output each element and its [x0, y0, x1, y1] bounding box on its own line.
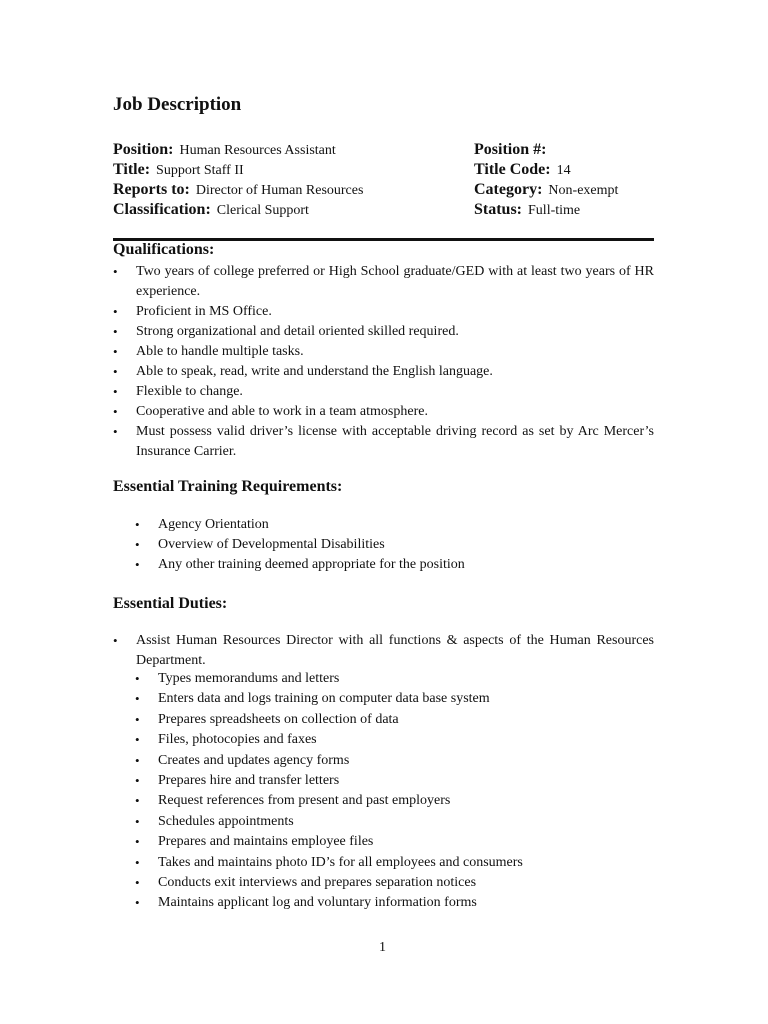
status-value: Full-time [528, 203, 581, 218]
bullet-icon: • [135, 895, 140, 911]
list-item: • Prepares spreadsheets on collection of data [135, 710, 654, 730]
list-item: • Prepares and maintains employee files [135, 832, 654, 852]
list-item: • Flexible to change. [113, 382, 654, 402]
classification-label: Classification: [113, 201, 211, 218]
list-item: • Two years of college preferred or High School graduate/GED with at least two years of HR experience. [113, 264, 654, 299]
list-item: • Creates and updates agency forms [135, 751, 654, 771]
bullet-icon: • [135, 517, 140, 532]
list-item: • Able to speak, read, write and understand the English language. [113, 362, 654, 382]
classification-field [113, 200, 309, 221]
list-item: • Must possess valid driver’s license with acceptable driving record as set by Arc Mercer’s Insurance Carrier. [113, 424, 654, 459]
reports-to-label: Reports to: [113, 181, 190, 198]
status-field [474, 200, 580, 221]
list-item: • Proficient in MS Office. [113, 302, 654, 322]
bullet-icon: • [135, 557, 140, 572]
bullet-icon: • [135, 537, 140, 552]
category-field [474, 180, 618, 201]
list-item: • Request references from present and past employers [135, 791, 654, 811]
bullet-icon: • [113, 344, 118, 359]
position-number-label: Position #: [474, 141, 547, 158]
position-value: Human Resources Assistant [179, 143, 336, 158]
list-item: • Enters data and logs training on computer data base system [135, 689, 654, 709]
title-code-label: Title Code: [474, 161, 551, 178]
list-item: • Prepares hire and transfer letters [135, 771, 654, 791]
status-label: Status: [474, 201, 523, 218]
bullet-icon: • [135, 691, 140, 707]
bullet-icon: • [135, 813, 140, 829]
bullet-icon: • [135, 772, 140, 788]
position-label: Position: [113, 141, 174, 158]
bullet-icon: • [113, 404, 118, 419]
bullet-icon: • [113, 633, 118, 648]
qualifications-list [113, 262, 654, 462]
reports-to-field [113, 180, 363, 201]
bullet-icon: • [113, 364, 118, 379]
list-item: • Conducts exit interviews and prepares separation notices [135, 873, 654, 893]
title-label: Title: [113, 161, 151, 178]
training-heading: Essential Training Requirements: [113, 478, 343, 495]
bullet-icon: • [135, 854, 140, 870]
reports-to-value: Director of Human Resources [195, 183, 364, 198]
list-item: • Cooperative and able to work in a team atmosphere. [113, 402, 654, 422]
list-item: • Overview of Developmental Disabilities [135, 535, 654, 555]
bullet-icon: • [135, 671, 140, 686]
list-item: • Schedules appointments [135, 812, 654, 832]
training-list [135, 515, 654, 575]
duties-list [113, 631, 654, 671]
list-item: • Able to handle multiple tasks. [113, 342, 654, 362]
list-item: • Files, photocopies and faxes [135, 730, 654, 750]
position-field [113, 140, 336, 161]
list-item: • Any other training deemed appropriate for the position [135, 555, 654, 575]
category-value: Non-exempt [548, 183, 619, 198]
document-title: Job Description [113, 94, 242, 115]
bullet-icon: • [113, 264, 118, 279]
qualifications-heading: Qualifications: [113, 241, 215, 258]
list-item: • Maintains applicant log and voluntary information forms [135, 893, 654, 913]
bullet-icon: • [135, 711, 140, 727]
bullet-icon: • [113, 324, 118, 339]
title-code-value: 14 [556, 163, 571, 178]
list-item: • Strong organizational and detail oriented skilled required. [113, 322, 654, 342]
page-number: 1 [379, 940, 386, 955]
duties-heading: Essential Duties: [113, 595, 228, 612]
list-item: • Types memorandums and letters [135, 669, 654, 689]
list-item: • Assist Human Resources Director with all functions & aspects of the Human Resources Department. [113, 633, 654, 668]
position-number-field [474, 140, 552, 161]
classification-value: Clerical Support [216, 203, 309, 218]
bullet-icon: • [135, 732, 140, 748]
bullet-icon: • [135, 752, 140, 768]
bullet-icon: • [135, 834, 140, 850]
bullet-icon: • [113, 424, 118, 439]
bullet-icon: • [135, 874, 140, 890]
title-value: Support Staff II [156, 163, 244, 178]
title-field [113, 160, 244, 181]
category-label: Category: [474, 181, 543, 198]
bullet-icon: • [113, 384, 118, 399]
duties-sub-list [135, 669, 654, 914]
list-item: • Takes and maintains photo ID’s for all employees and consumers [135, 853, 654, 873]
bullet-icon: • [113, 304, 118, 319]
list-item: • Agency Orientation [135, 515, 654, 535]
title-code-field [474, 160, 571, 181]
bullet-icon: • [135, 793, 140, 809]
